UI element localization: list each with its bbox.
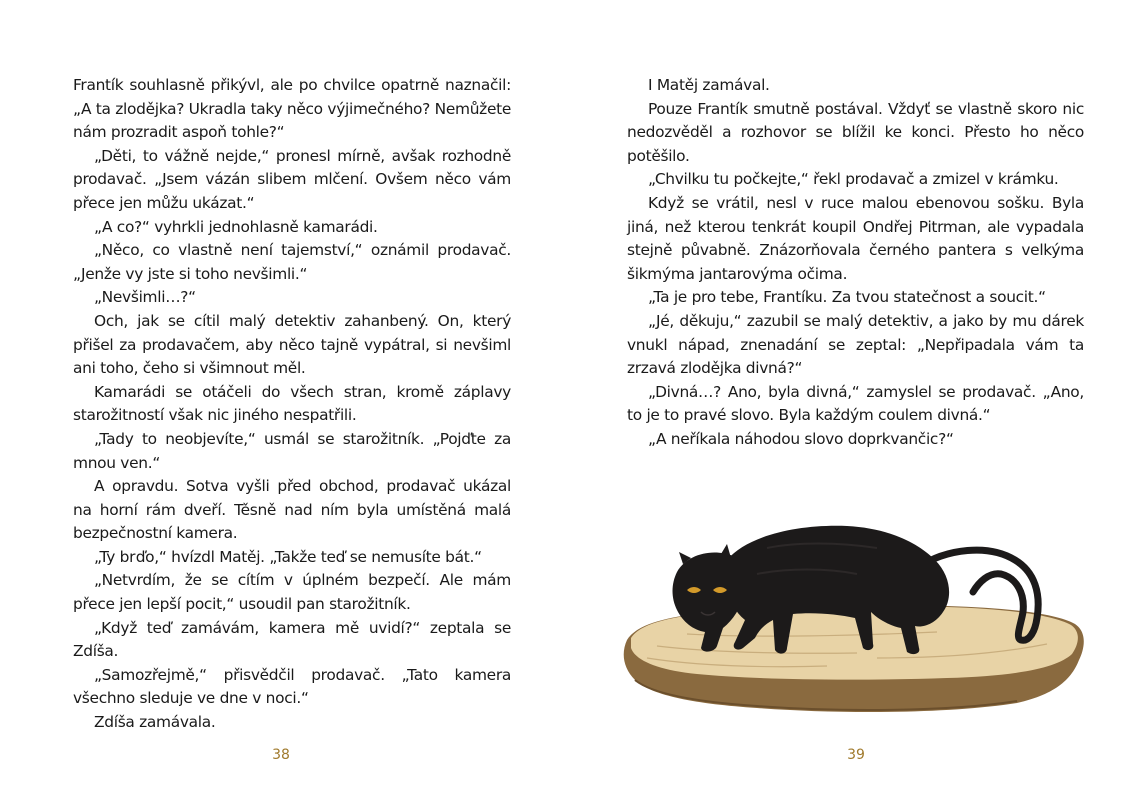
paragraph: „Něco, co vlastně není tajemství,“ oznámil prodavač. „Jenže vy jste si toho nevšimli.“	[73, 241, 511, 283]
page-number-right: 39	[847, 747, 865, 763]
paragraph: „Divná…? Ano, byla divná,“ zamyslel se prodavač. „Ano, to je to pravé slovo. Byla každým coulem divná.“	[627, 382, 1084, 425]
right-page	[569, 0, 1137, 800]
paragraph: Frantík souhlasně přikývl, ale po chvilce opatrně naznačil: „A ta zlodějka? Ukradla taky něco výjimečného? Nemůžete nám prozradit aspoň tohle?“	[73, 76, 512, 142]
right-page-text	[627, 74, 1084, 452]
paragraph: „Ta je pro tebe, Frantíku. Za tvou statečnost a soucit.“	[648, 288, 1046, 307]
panther-illustration	[617, 508, 1089, 718]
paragraph: „A neříkala náhodou slovo doprkvančic?“	[648, 429, 954, 448]
paragraph: „Tady to neobjevíte,“ usmál se starožitník. „Pojďte za mnou ven.“	[73, 429, 511, 472]
page-number-left: 38	[272, 747, 290, 763]
paragraph: „Když teď zamávám, kamera mě uvidí?“ zeptala se Zdíša.	[73, 618, 511, 661]
paragraph: „Netvrdím, že se cítím v úplném bezpečí. Ale mám přece jen lepší pocit,“ usoudil pan starožitník.	[73, 571, 511, 614]
paragraph: Kamarádi se otáčeli do všech stran, kromě záplavy starožitností však nic jiného nespatřili.	[73, 382, 511, 425]
paragraph: I Matěj zamával.	[648, 76, 770, 94]
paragraph: A opravdu. Sotva vyšli před obchod, prodavač ukázal na horní rám dveří. Těsně nad ním byla umístěná malá bezpečnostní kamera.	[73, 477, 511, 543]
paragraph: „Chvilku tu počkejte,“ řekl prodavač a zmizel v krámku.	[648, 170, 1059, 189]
paragraph: „Ty brďo,“ hvízdl Matěj. „Takže teď se nemusíte bát.“	[94, 547, 482, 566]
paragraph: Och, jak se cítil malý detektiv zahanbený. On, který přišel za prodavačem, aby něco tajně vypátral, si nevšiml ani toho, čeho si všimnout měl.	[73, 311, 511, 378]
paragraph: Když se vrátil, nesl v ruce malou ebenovou sošku. Byla jiná, než kterou tenkrát koupil Ondřej Pitrman, ale vypadala stejně půvabně. Znázorňovala černého pantera s velkýma šikmýma jantarovýma očima.	[627, 193, 1084, 283]
left-page-text	[73, 74, 511, 735]
paragraph: „A co?“ vyhrkli jednohlasně kamarádi.	[94, 217, 378, 236]
paragraph: „Samozřejmě,“ přisvědčil prodavač. „Tato kamera všechno sleduje ve dne v noci.“	[73, 665, 511, 708]
paragraph: Pouze Frantík smutně postával. Vždyť se vlastně skoro nic nedozvěděl a rozhovor se blížil ke konci. Přesto ho něco potěšilo.	[627, 99, 1084, 165]
left-page	[0, 0, 568, 800]
paragraph: „Děti, to vážně nejde,“ pronesl mírně, avšak rozhodně prodavač. „Jsem vázán slibem mlčení. Ovšem něco vám přece jen můžu ukázat.“	[73, 146, 511, 212]
paragraph: „Jé, děkuju,“ zazubil se malý detektiv, a jako by mu dárek vnukl nápad, znenadání se zeptal: „Nepřipadala vám ta zrzavá zlodějka divná?“	[627, 311, 1084, 378]
paragraph: „Nevšimli…?“	[94, 288, 196, 307]
paragraph: Zdíša zamávala.	[94, 713, 216, 732]
